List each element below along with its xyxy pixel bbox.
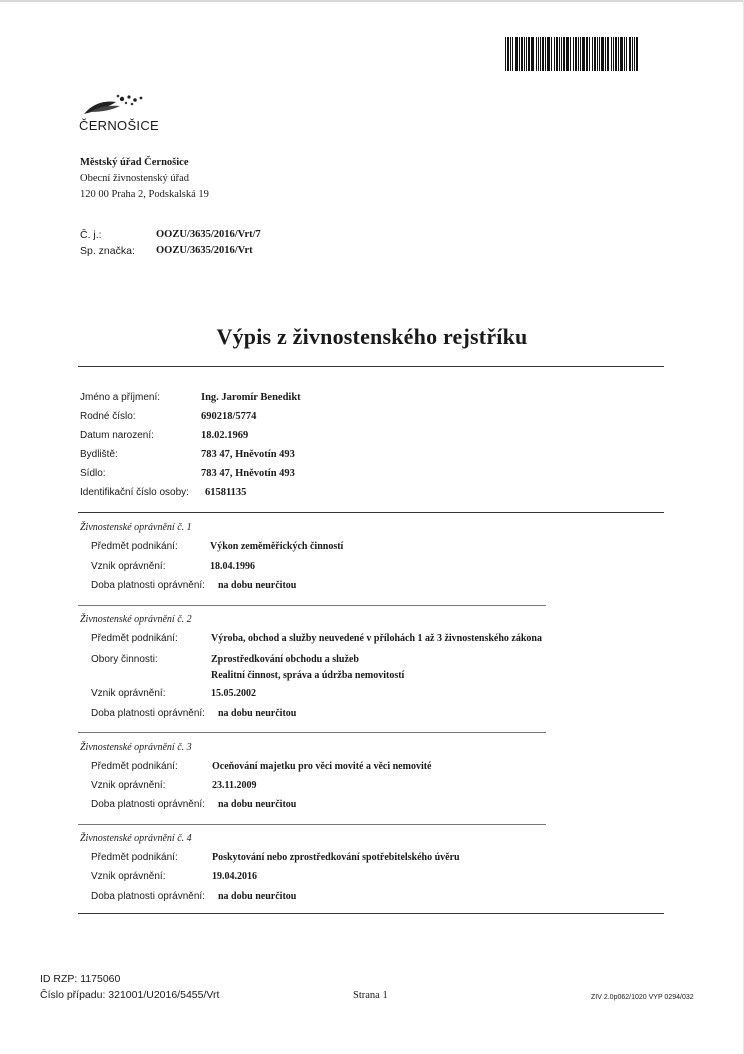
section-3-subject-value: Oceňování majetku pro věci movité a věci nemovité [212,761,432,772]
footer-page-number: Strana 1 [353,990,388,1001]
section-4-origin-value: 19.04.2016 [212,871,257,882]
barcode-bar [519,37,520,71]
cernosice-logo-icon [82,90,152,120]
section-2-fields-label: Obory činnosti: [91,654,158,665]
barcode-bar [594,37,596,71]
barcode-bar [618,37,619,71]
barcode-bar [615,37,617,71]
barcode-bar [524,37,525,71]
section-4-origin-label: Vznik oprávnění: [91,871,166,882]
barcode-bar [561,37,562,71]
cj-value: OOZU/3635/2016/Vrt/7 [156,229,261,240]
section-1-origin-value: 18.04.1996 [210,561,255,572]
barcode-bar [611,37,612,71]
barcode-bar [566,37,569,71]
section-3-subject-label: Předmět podnikání: [91,761,178,772]
barcode-bar [605,37,606,71]
office-address: 120 00 Praha 2, Podskalská 19 [80,189,209,200]
barcode-bar [634,37,635,71]
barcode-bar [575,37,577,71]
dob-label: Datum narození: [80,430,154,441]
residence-value: 783 47, Hněvotín 493 [201,449,295,460]
barcode-bar [586,37,588,71]
barcode [505,37,665,71]
rc-value: 690218/5774 [201,411,257,422]
barcode-bar [578,37,579,71]
title-rule [78,366,664,367]
name-label: Jméno a příjmení: [80,392,161,403]
section-2-rule [78,732,546,733]
footer-code: ZIV 2.0p062/1020 VYP 0294/032 [591,994,694,1001]
section-1-rule [78,605,546,606]
barcode-bar [505,37,506,71]
section-2-validity-value: na dobu neurčitou [218,708,297,719]
barcode-bar [559,37,560,71]
barcode-bar [531,37,534,71]
barcode-bar [545,37,546,71]
section-2-subject-value: Výroba, obchod a služby neuvedené v přílohách 1 až 3 živnostenského zákona [211,633,542,644]
section-1-origin-label: Vznik oprávnění: [91,561,166,572]
residence-label: Bydliště: [80,449,118,460]
barcode-bar [540,37,541,71]
seat-value: 783 47, Hněvotín 493 [201,468,295,479]
barcode-bar [607,37,609,71]
section-1-subject-label: Předmět podnikání: [91,541,178,552]
section-3-validity-label: Doba platnosti oprávnění: [91,799,205,810]
barcode-bar [515,37,518,71]
barcode-bar [620,37,623,71]
section-2-origin-label: Vznik oprávnění: [91,688,166,699]
cj-label: Č. j.: [80,229,102,241]
barcode-bar [597,37,598,71]
section-4-heading: Živnostenské oprávnění č. 4 [80,833,192,844]
barcode-bar [636,37,638,71]
section-4-validity-label: Doba platnosti oprávnění: [91,891,205,902]
barcode-bar [626,37,627,71]
section-2-field-2: Realitní činnost, správa a údržba nemovitostí [211,670,405,681]
barcode-bar [624,37,625,71]
barcode-bar [526,37,527,71]
barcode-bar [632,37,633,71]
section-3-origin-label: Vznik oprávnění: [91,780,166,791]
barcode-bar [536,37,537,71]
office-department: Obecní živnostenský úřad [80,173,190,184]
section-2-heading: Živnostenské oprávnění č. 2 [80,614,192,625]
section-2-subject-label: Předmět podnikání: [91,633,178,644]
barcode-bar [592,37,593,71]
barcode-bar [582,37,585,71]
barcode-bar [507,37,509,71]
barcode-bar [601,37,604,71]
section-3-heading: Živnostenské oprávnění č. 3 [80,742,192,753]
barcode-bar [613,37,614,71]
barcode-bar [629,37,631,71]
name-value: Ing. Jaromír Benedikt [201,392,301,403]
barcode-bar [573,37,574,71]
spz-label: Sp. značka: [80,245,135,257]
barcode-bar [580,37,581,71]
page-title: Výpis z živnostenského rejstříku [216,324,528,349]
ico-label: Identifikační číslo osoby: [80,487,189,498]
section-4-validity-value: na dobu neurčitou [218,891,297,902]
section-4-rule [78,913,664,914]
person-rule [78,512,664,513]
ico-value: 61581135 [205,487,247,498]
footer-id-rzp: ID RZP: 1175060 [40,973,121,985]
barcode-bar [547,37,550,71]
barcode-bar [512,37,513,71]
section-1-validity-label: Doba platnosti oprávnění: [91,580,205,591]
barcode-bar [551,37,552,71]
section-4-subject-value: Poskytování nebo zprostředkování spotřebitelského úvěru [212,852,460,863]
section-3-rule [78,824,546,825]
barcode-bar [599,37,600,71]
barcode-bar [528,37,530,71]
dob-value: 18.02.1969 [201,430,249,441]
barcode-bar [570,37,571,71]
barcode-bar [563,37,565,71]
section-1-subject-value: Výkon zeměměřických činností [210,541,344,552]
section-1-validity-value: na dobu neurčitou [218,580,297,591]
barcode-bar [589,37,590,71]
barcode-bar [554,37,555,71]
section-4-subject-label: Předmět podnikání: [91,852,178,863]
section-1-heading: Živnostenské oprávnění č. 1 [80,522,192,533]
office-name: Městský úřad Černošice [80,157,189,168]
logo-text: ČERNOŠICE [79,118,159,133]
scan-top-edge [0,0,744,2]
footer-case-number: Číslo případu: 321001/U2016/5455/Vrt [40,989,220,1001]
section-3-validity-value: na dobu neurčitou [218,799,297,810]
barcode-bar [556,37,558,71]
spz-value: OOZU/3635/2016/Vrt [156,245,253,256]
barcode-bar [538,37,539,71]
barcode-bar [542,37,544,71]
barcode-bar [510,37,511,71]
section-3-origin-value: 23.11.2009 [212,780,257,791]
section-2-field-1: Zprostředkování obchodu a služeb [211,654,359,665]
seat-label: Sídlo: [80,468,106,479]
section-2-origin-value: 15.05.2002 [211,688,256,699]
rc-label: Rodné číslo: [80,411,136,422]
barcode-bar [521,37,523,71]
section-2-validity-label: Doba platnosti oprávnění: [91,708,205,719]
